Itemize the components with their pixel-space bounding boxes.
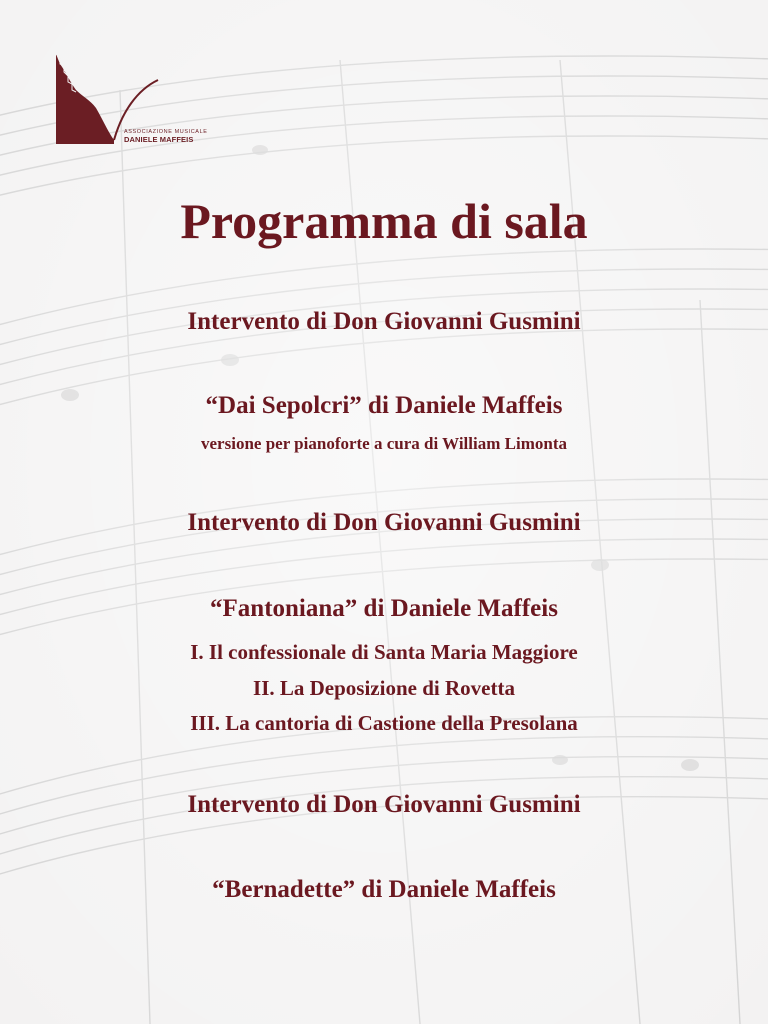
association-logo [52, 52, 222, 152]
logo-line-name: DANIELE MAFFEIS [124, 134, 194, 144]
program-item-dai-sepolcri: “Dai Sepolcri” di Daniele Maffeis [205, 392, 563, 419]
logo-line-association: ASSOCIAZIONE MUSICALE [124, 129, 208, 135]
program-item-fantoniana-movement-1: I. Il confessionale di Santa Maria Maggiore [190, 640, 578, 664]
program-item-intervento-2: Intervento di Don Giovanni Gusmini [187, 509, 581, 536]
program-item-intervento-3: Intervento di Don Giovanni Gusmini [187, 791, 581, 818]
logo-text [124, 130, 208, 144]
program-item-fantoniana-movement-2: II. La Deposizione di Rovetta [253, 676, 515, 700]
program-item-fantoniana-movement-3: III. La cantoria di Castione della Presolana [190, 711, 578, 735]
program-item-dai-sepolcri-note: versione per pianoforte a cura di William Limonta [201, 434, 567, 453]
program-item-fantoniana: “Fantoniana” di Daniele Maffeis [210, 595, 558, 622]
program-item-intervento-1: Intervento di Don Giovanni Gusmini [187, 308, 581, 335]
page-title: Programma di sala [180, 193, 588, 249]
program-item-bernadette: “Bernadette” di Daniele Maffeis [212, 876, 556, 903]
